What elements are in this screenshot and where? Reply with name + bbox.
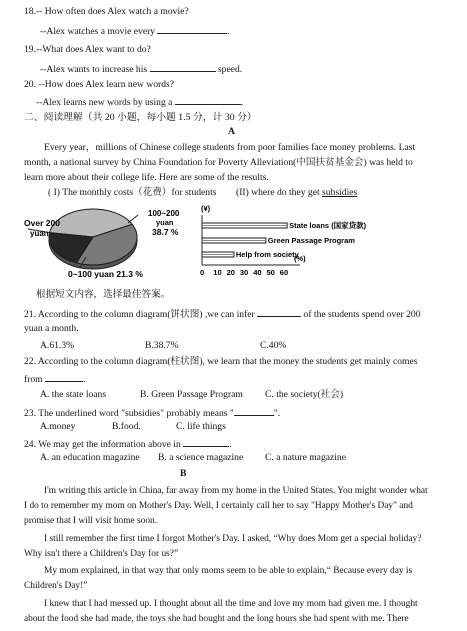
x-tick-labels [200, 268, 288, 277]
x-tick-10: 10 [213, 268, 222, 277]
q22-option-c[interactable]: C. the society(社会) [265, 389, 344, 400]
q21-option-c[interactable]: C.40% [260, 340, 287, 351]
x-tick-20: 20 [226, 268, 235, 277]
q18-end: . [227, 26, 230, 37]
q22-end: . [83, 374, 86, 385]
q23-question [24, 406, 280, 420]
x-tick-40: 40 [253, 268, 262, 277]
q20-blank[interactable] [175, 95, 241, 105]
x-tick-50: 50 [266, 268, 275, 277]
q21-question [24, 307, 421, 321]
q22-option-a[interactable]: A. the state loans [40, 389, 107, 400]
q19-question: 19.--What does Alex want to do? [24, 44, 151, 55]
over200-label-2: yuan [30, 229, 49, 238]
q20-end: . [240, 97, 244, 108]
q18-blank[interactable] [157, 24, 227, 34]
q21-blank[interactable] [257, 307, 301, 317]
pie-chart [24, 209, 180, 279]
passage-b-line-7: Children's Day!” [24, 581, 88, 591]
q19-end: speed. [217, 64, 243, 75]
bar-chart [200, 204, 367, 277]
passage-b-line-1: I'm writing this article in China, far away from my home in the United States. You might wonder what [44, 486, 428, 496]
q24-question [24, 437, 232, 451]
q23-option-a[interactable]: A.money [40, 421, 76, 432]
q22-blank[interactable] [45, 372, 83, 382]
bar-state-loans-label: State loans (国家贷款) [289, 221, 367, 230]
q22-question-line-2 [24, 372, 85, 386]
mid-label-1: 100~200 [148, 209, 180, 218]
q23-option-c[interactable]: C. life things [176, 421, 226, 432]
passage-b-line-8: I knew that I had messed up. I thought about all the time and love my mom had given me. I thought [44, 599, 418, 609]
q20-answer-text: --Alex learns new words by using a [36, 97, 173, 108]
passage-b-label: B [180, 468, 187, 479]
passage-a-line-3: learn more about their college life. Here are some of the results. [24, 172, 269, 183]
passage-b-line-2: I do to remember my mom on Mother's Day. Well, I certainly call her to say "Happy Mother's Day" and [24, 501, 413, 511]
mid-label-2: yuan [156, 218, 174, 227]
q22-option-b[interactable]: B. Green Passage Program [140, 389, 243, 400]
passage-a-line-1: Every year，millions of Chinese college students from poor families face money problems. Last [44, 142, 416, 153]
passage-b-line-5: Why isn't there a Children's Day for us?” [24, 549, 179, 559]
mid-leader [128, 215, 138, 223]
q23-blank[interactable] [234, 406, 274, 416]
q23-text: 23. The underlined word "subsidies" probably means " [24, 408, 234, 419]
instruction: 根据短文内容，选择最佳答案。 [36, 289, 171, 300]
x-tick-30: 30 [239, 268, 249, 277]
charts-figure [0, 199, 467, 285]
figure-1-caption: ( I) The monthly costs（花费）for students [48, 187, 217, 198]
bar-x-unit: (%) [294, 254, 306, 263]
q18-answer-text: --Alex watches a movie every [40, 26, 156, 37]
bar-y-unit: (¥) [201, 204, 211, 213]
q23-text-end: ". [273, 408, 281, 419]
q24-text: 24. We may get the information above in [24, 439, 181, 450]
subsidies-word: subsidies [322, 187, 358, 198]
q21-text: 21. According to the column diagram(饼状图) ,we can infer [24, 309, 255, 320]
passage-b-line-6: My mom explained, in that way that only moms seem to be able to explain,“ Because every day is [44, 566, 413, 576]
q19-blank[interactable] [150, 62, 216, 72]
pie-slices [49, 209, 137, 269]
passage-b-line-4: I still remember the first time I forgot Mother's Day. I asked, “Why does Mom get a special holiday? [44, 534, 422, 544]
q18-question: 18.-- How often does Alex watch a movie? [24, 6, 189, 17]
q20-answer-line [36, 95, 243, 109]
q21-option-a[interactable]: A.61.3% [40, 340, 75, 351]
q22-text: from [24, 374, 43, 385]
x-tick-0: 0 [200, 268, 205, 277]
figure-2-caption-text: (II) where do they get [236, 187, 323, 198]
over200-label-1: Over 200 [24, 218, 60, 228]
q22-question: 22. According to the column diagram(柱状图), we learn that the money the students get mainly comes [24, 356, 418, 367]
q24-option-a[interactable]: A. an education magazine [40, 452, 140, 463]
q23-option-b[interactable]: B.food. [112, 421, 141, 432]
q24-blank[interactable] [183, 437, 229, 447]
passage-b-line-3: promise that I will visit home soon. [24, 516, 158, 526]
bar-help-society-label: Help from society [235, 250, 299, 259]
q21-question-line-2: yuan a month. [24, 323, 79, 334]
q20-question: 20. --How does Alex learn new words? [24, 79, 174, 90]
q24-option-c[interactable]: C. a nature magazine [265, 452, 346, 463]
passage-a-label: A [228, 126, 235, 137]
bar-green-passage-label: Green Passage Program [267, 236, 355, 245]
low-label: 0~100 yuan 21.3 % [68, 269, 143, 279]
q19-answer-text: --Alex wants to increase his [40, 64, 148, 75]
x-tick-60: 60 [279, 268, 289, 277]
mid-label-value: 38.7 % [152, 227, 179, 237]
q24-end: . [229, 439, 232, 450]
q18-answer-line [40, 24, 230, 38]
passage-b-line-9: about the food she had made, the toys she had bought and the long hours she had spent with me. There [24, 614, 409, 624]
q21-option-b[interactable]: B.38.7% [145, 340, 179, 351]
passage-a-line-2: month, a national survey by China Foundation for Poverty Alleviation(中国扶贫基金会) was held to [24, 157, 413, 168]
figure-2-caption [236, 187, 357, 199]
q19-answer-line [40, 62, 242, 76]
q24-option-b[interactable]: B. a science magazine [158, 452, 244, 463]
section-title: 二、阅读理解（共 20 小题，每小题 1.5 分，计 30 分） [24, 112, 257, 123]
q21-text-end: of the students spend over 200 [303, 309, 421, 320]
